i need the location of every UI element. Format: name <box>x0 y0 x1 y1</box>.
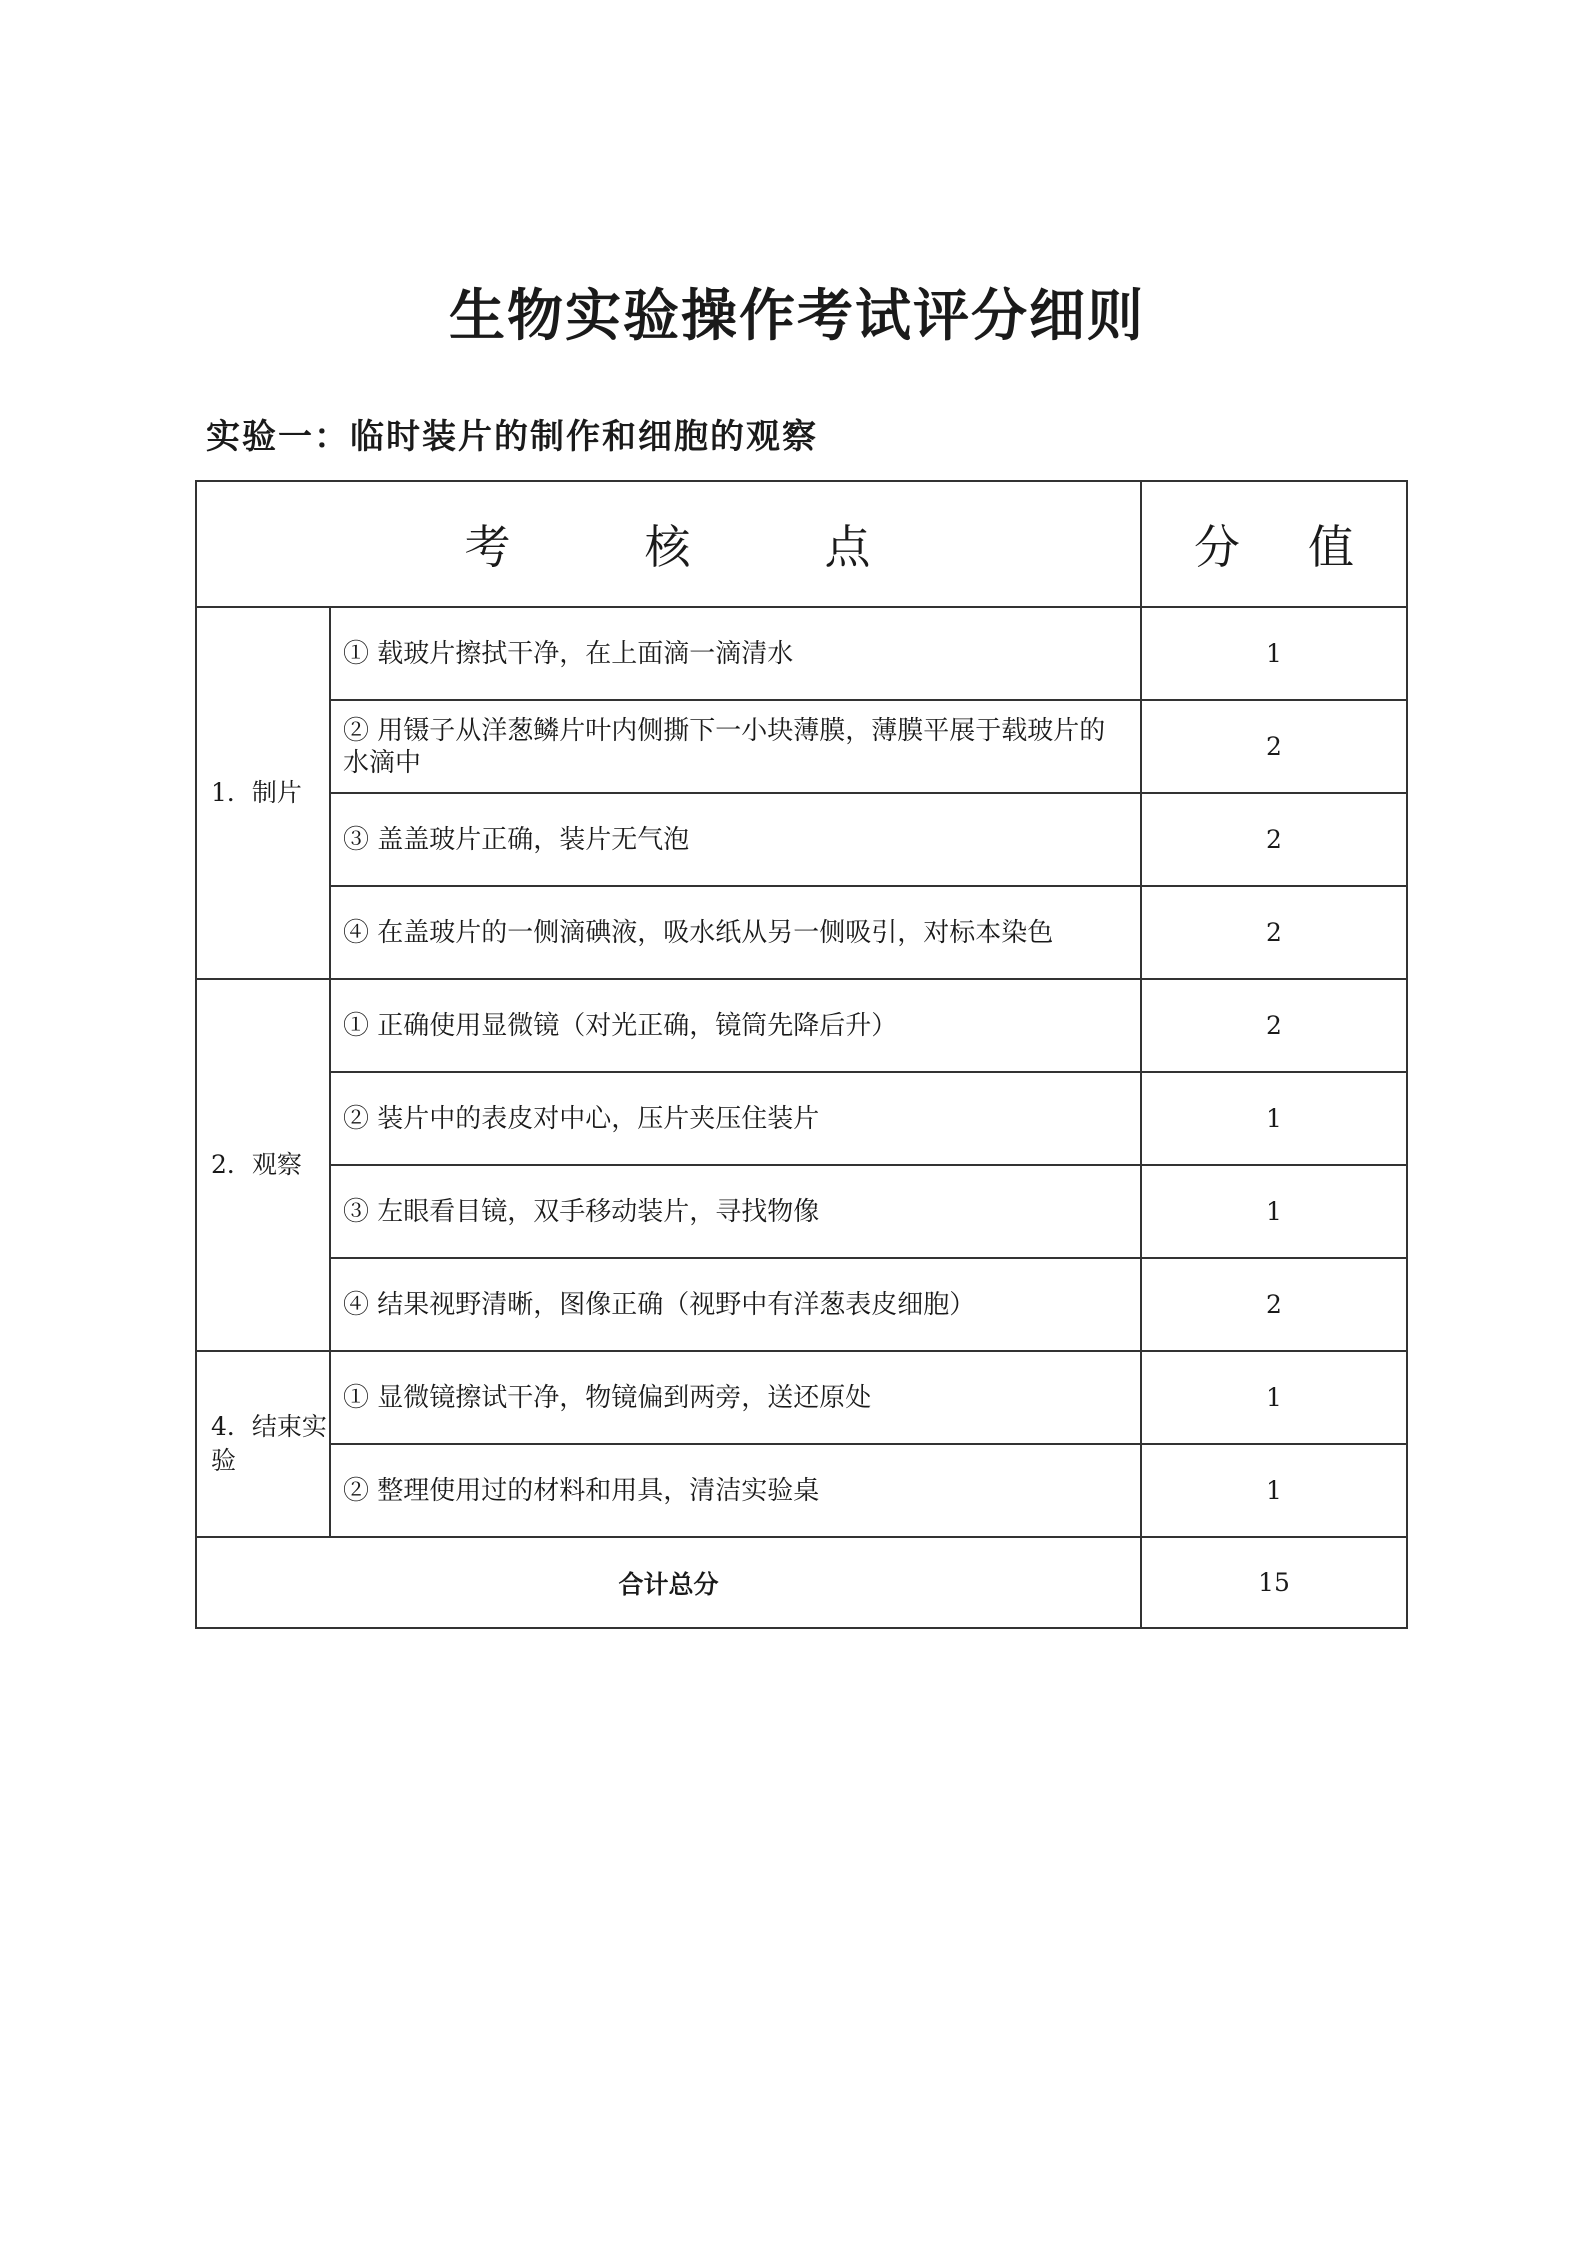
total-label: 合计总分 <box>196 1537 1141 1628</box>
table-row <box>196 1444 1407 1537</box>
header-score-value <box>1141 481 1407 607</box>
item-score: 2 <box>1141 1258 1407 1351</box>
item-text: ④ 在盖玻片的一侧滴碘液，吸水纸从另一侧吸引，对标本染色 <box>330 886 1141 979</box>
header-char: 核 <box>644 520 693 574</box>
header-char: 考 <box>464 520 513 574</box>
item-score: 1 <box>1141 1351 1407 1444</box>
table-row <box>196 886 1407 979</box>
item-text: ③ 左眼看目镜，双手移动装片，寻找物像 <box>330 1165 1141 1258</box>
item-score: 2 <box>1141 793 1407 886</box>
item-score: 2 <box>1141 979 1407 1072</box>
scoring-table <box>195 480 1408 1629</box>
total-row <box>196 1537 1407 1628</box>
table-row <box>196 1351 1407 1444</box>
item-score: 1 <box>1141 1072 1407 1165</box>
item-text: ① 正确使用显微镜（对光正确，镜筒先降后升） <box>330 979 1141 1072</box>
table-row <box>196 700 1407 793</box>
category-cell: 2．观察 <box>196 979 330 1351</box>
table-row <box>196 979 1407 1072</box>
item-score: 1 <box>1141 607 1407 700</box>
table-row <box>196 1165 1407 1258</box>
item-text: ② 用镊子从洋葱鳞片叶内侧撕下一小块薄膜，薄膜平展于载玻片的水滴中 <box>330 700 1141 793</box>
table-row <box>196 793 1407 886</box>
item-text: ① 显微镜擦试干净，物镜偏到两旁，送还原处 <box>330 1351 1141 1444</box>
item-score: 1 <box>1141 1444 1407 1537</box>
item-text: ③ 盖盖玻片正确，装片无气泡 <box>330 793 1141 886</box>
item-text: ② 整理使用过的材料和用具，清洁实验桌 <box>330 1444 1141 1537</box>
item-score: 2 <box>1141 700 1407 793</box>
item-text: ① 载玻片擦拭干净，在上面滴一滴清水 <box>330 607 1141 700</box>
category-cell: 4．结束实验 <box>196 1351 330 1537</box>
header-char: 值 <box>1308 520 1354 574</box>
total-score: 15 <box>1141 1537 1407 1628</box>
table-row <box>196 607 1407 700</box>
item-text: ④ 结果视野清晰，图像正确（视野中有洋葱表皮细胞） <box>330 1258 1141 1351</box>
header-char: 分 <box>1194 520 1240 574</box>
category-cell: 1．制片 <box>196 607 330 979</box>
item-score: 1 <box>1141 1165 1407 1258</box>
page-title: 生物实验操作考试评分细则 <box>449 284 1145 349</box>
item-score: 2 <box>1141 886 1407 979</box>
experiment-subtitle: 实验一：临时装片的制作和细胞的观察 <box>206 417 818 457</box>
header-assessment-points <box>196 481 1141 607</box>
table-row <box>196 1072 1407 1165</box>
header-char: 点 <box>824 520 873 574</box>
item-text: ② 装片中的表皮对中心，压片夹压住装片 <box>330 1072 1141 1165</box>
table-row <box>196 1258 1407 1351</box>
table-header-row <box>196 481 1407 607</box>
